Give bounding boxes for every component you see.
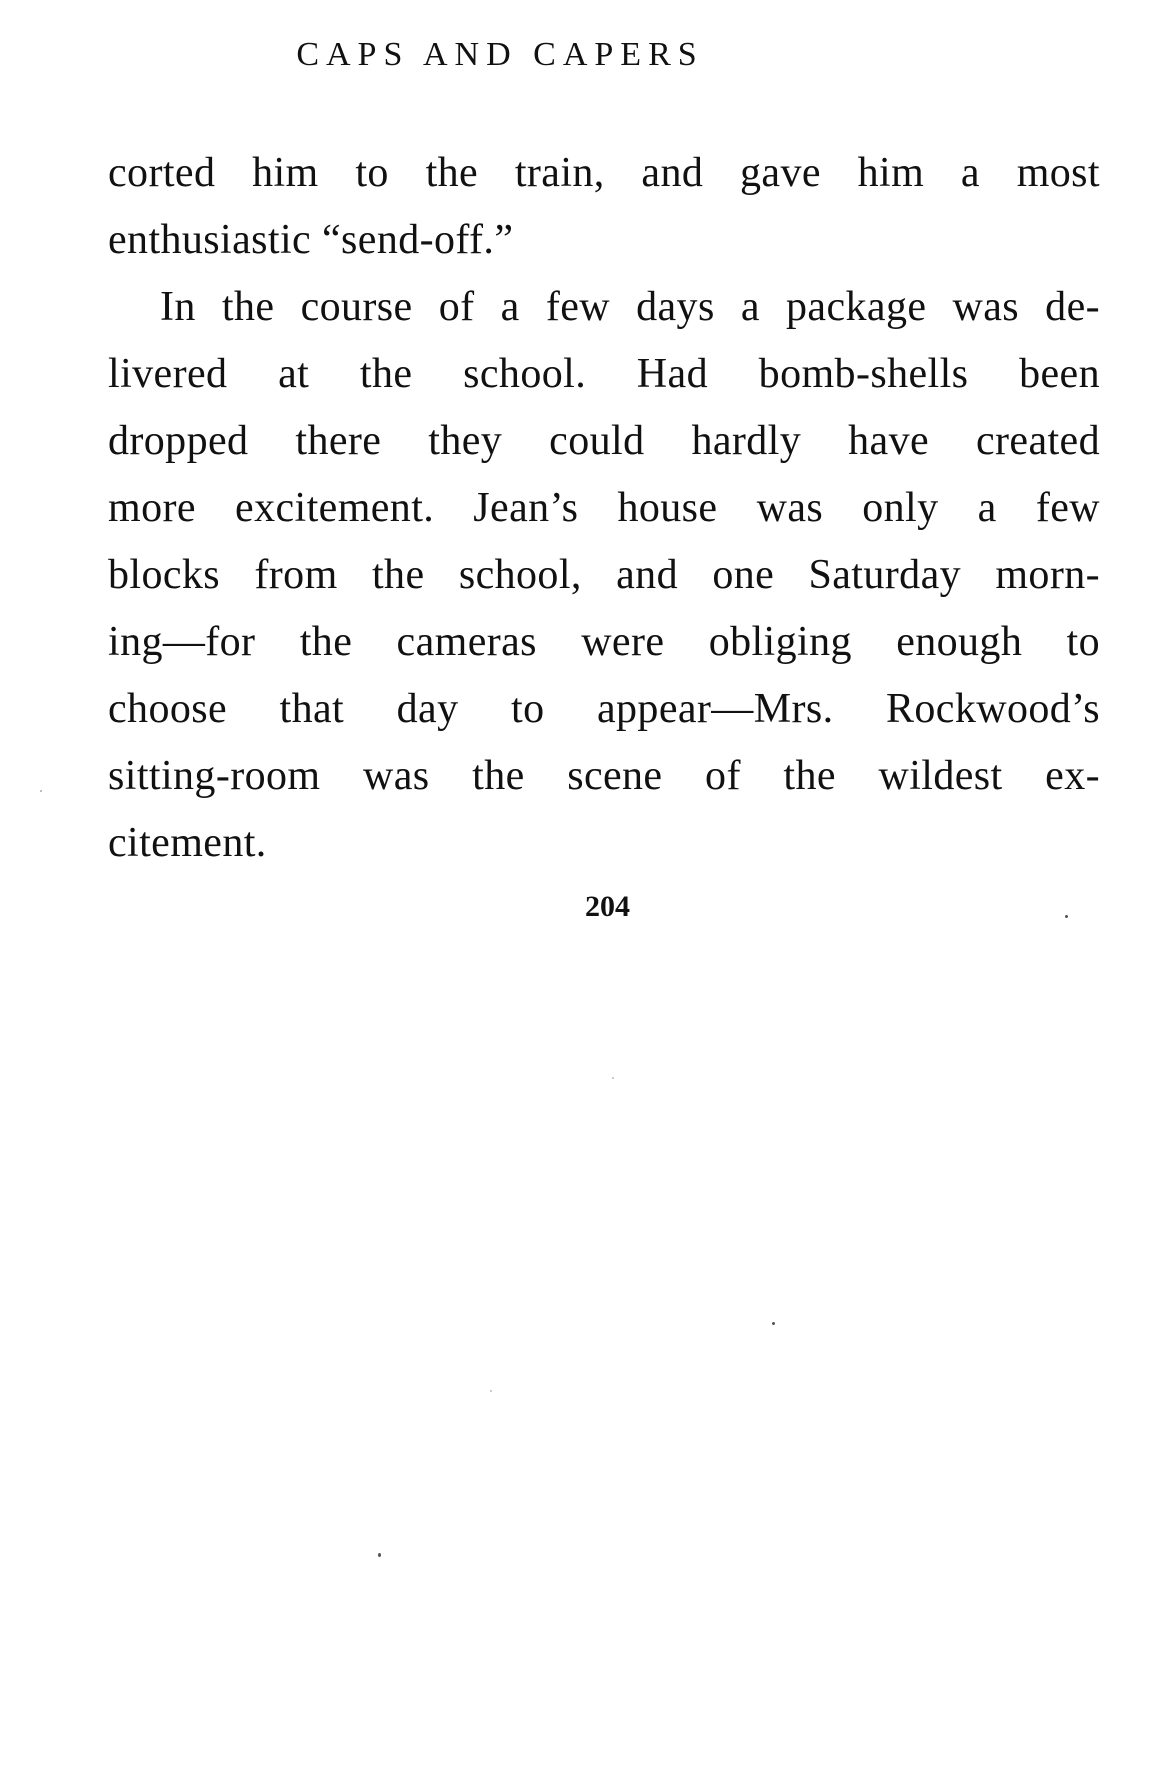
- text-line: blocks from the school, and one Saturday morn-: [108, 552, 1100, 598]
- scan-speck: [40, 790, 42, 792]
- scan-speck: [612, 1077, 614, 1079]
- running-head: CAPS AND CAPERS: [296, 36, 704, 73]
- text-line: ing—for the cameras were obliging enough to: [108, 619, 1100, 665]
- text-line: In the course of a few days a package was de-: [160, 284, 1100, 330]
- scan-speck: [1065, 915, 1068, 918]
- text-line: choose that day to appear—Mrs. Rockwood’s: [108, 686, 1100, 732]
- page-number: 204: [585, 890, 630, 923]
- text-line: livered at the school. Had bomb-shells been: [108, 351, 1100, 397]
- body-text: [108, 140, 1100, 877]
- scan-speck: [490, 1390, 492, 1392]
- text-line: more excitement. Jean’s house was only a few: [108, 485, 1100, 531]
- text-line: sitting-room was the scene of the wildest ex-: [108, 753, 1100, 799]
- text-line: dropped there they could hardly have created: [108, 418, 1100, 464]
- scan-speck: [378, 1553, 381, 1557]
- scan-speck: [772, 1322, 775, 1325]
- text-line: corted him to the train, and gave him a most: [108, 150, 1100, 196]
- text-line: enthusiastic “send-off.”: [108, 217, 514, 263]
- text-line: citement.: [108, 820, 267, 866]
